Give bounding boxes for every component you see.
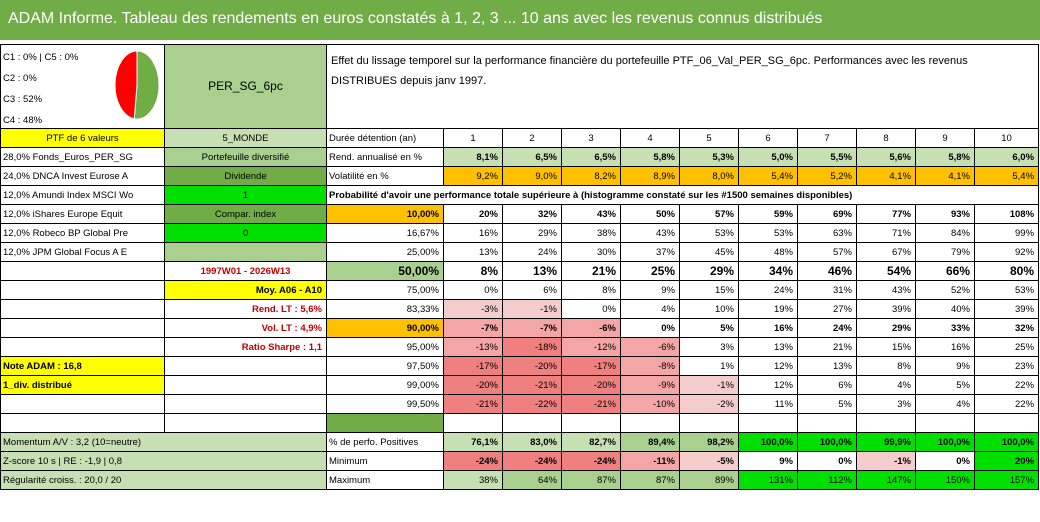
pos-value: 98,2%	[680, 433, 739, 452]
zscore-label: Z-score 10 s | RE : -1,9 | 0,8	[1, 452, 327, 471]
proba-value: 71%	[857, 224, 916, 243]
proba-value: 32%	[975, 319, 1039, 338]
table-row	[1, 148, 1039, 167]
year-header: 2	[503, 129, 562, 148]
proba-value: 12%	[739, 357, 798, 376]
empty-cell	[503, 414, 562, 433]
allocation-pie-chart	[114, 50, 160, 120]
proba-value: 29%	[503, 224, 562, 243]
proba-value: -1%	[503, 300, 562, 319]
proba-value: 29%	[680, 262, 739, 281]
proba-value: -6%	[562, 319, 621, 338]
year-header: 6	[739, 129, 798, 148]
proba-value: 3%	[857, 395, 916, 414]
min-value: -11%	[621, 452, 680, 471]
pos-value: 100,0%	[798, 433, 857, 452]
table-row	[1, 376, 1039, 395]
year-header: 7	[798, 129, 857, 148]
proba-value: 19%	[739, 300, 798, 319]
min-value: -1%	[857, 452, 916, 471]
proba-value: -21%	[562, 395, 621, 414]
table-row	[1, 129, 1039, 148]
portfolio-name: PER_SG_6pc	[165, 45, 327, 129]
proba-value: 9%	[621, 281, 680, 300]
vol-label: Volatilité en %	[327, 167, 444, 186]
table-row	[1, 262, 1039, 281]
empty-cell	[444, 414, 503, 433]
threshold-value: 99,50%	[327, 395, 444, 414]
min-value: 0%	[798, 452, 857, 471]
pos-label: % de perfo. Positives	[327, 433, 444, 452]
max-value: 157%	[975, 471, 1039, 490]
pos-value: 100,0%	[739, 433, 798, 452]
regularite-label: Régularité croiss. : 20,0 / 20	[1, 471, 327, 490]
proba-value: 27%	[798, 300, 857, 319]
proba-value: -7%	[444, 319, 503, 338]
proba-value: 63%	[798, 224, 857, 243]
sharpe-label: Ratio Sharpe : 1,1	[165, 338, 327, 357]
empty-cell	[165, 357, 327, 376]
proba-value: 1%	[680, 357, 739, 376]
holding-item: 28,0% Fonds_Euros_PER_SG	[1, 148, 165, 167]
empty-cell	[562, 414, 621, 433]
year-header: 5	[680, 129, 739, 148]
max-value: 87%	[562, 471, 621, 490]
proba-value: 16%	[739, 319, 798, 338]
proba-value: 8%	[562, 281, 621, 300]
max-value: 150%	[916, 471, 975, 490]
proba-value: 20%	[444, 205, 503, 224]
legend-line: C2 : 0%	[3, 73, 37, 84]
pie-slice-c3	[134, 51, 159, 119]
table-row	[1, 357, 1039, 376]
proba-value: 99%	[975, 224, 1039, 243]
empty-cell	[1, 414, 165, 433]
proba-value: 40%	[916, 300, 975, 319]
proba-value: -21%	[503, 376, 562, 395]
rend-value: 6,0%	[975, 148, 1039, 167]
min-value: -24%	[562, 452, 621, 471]
proba-value: -8%	[621, 357, 680, 376]
empty-cell	[916, 414, 975, 433]
proba-value: 79%	[916, 243, 975, 262]
moy-label: Moy. A06 - A10	[165, 281, 327, 300]
holding-item: 12,0% Robeco BP Global Pre	[1, 224, 165, 243]
rend-value: 5,0%	[739, 148, 798, 167]
pos-value: 89,4%	[621, 433, 680, 452]
table-row	[1, 452, 1039, 471]
max-value: 64%	[503, 471, 562, 490]
rend-value: 5,8%	[621, 148, 680, 167]
proba-value: 24%	[739, 281, 798, 300]
legend-line: C1 : 0% | C5 : 0%	[3, 52, 79, 63]
empty-cell	[327, 414, 444, 433]
rend-value: 5,8%	[916, 148, 975, 167]
proba-value: 43%	[857, 281, 916, 300]
proba-value: 15%	[680, 281, 739, 300]
year-header: 9	[916, 129, 975, 148]
proba-value: 5%	[916, 376, 975, 395]
compar-value: 1	[165, 186, 327, 205]
empty-cell	[798, 414, 857, 433]
max-value: 112%	[798, 471, 857, 490]
rend-value: 5,5%	[798, 148, 857, 167]
compar-zero: 0	[165, 224, 327, 243]
proba-value: -20%	[444, 376, 503, 395]
proba-value: -21%	[444, 395, 503, 414]
proba-value: -7%	[503, 319, 562, 338]
min-value: -5%	[680, 452, 739, 471]
empty-cell	[165, 243, 327, 262]
proba-value: 4%	[857, 376, 916, 395]
holding-item: 24,0% DNCA Invest Eurose A	[1, 167, 165, 186]
max-value: 38%	[444, 471, 503, 490]
proba-value: 29%	[857, 319, 916, 338]
min-value: 20%	[975, 452, 1039, 471]
pos-value: 99,9%	[857, 433, 916, 452]
proba-value: 43%	[621, 224, 680, 243]
proba-value: 0%	[562, 300, 621, 319]
portfolio-description: Effet du lissage temporel sur la performance financière du portefeuille PTF_06_Val_PER_SG_6pc. Performances avec les revenus DISTRIBUES depuis janv 1997.	[327, 45, 1039, 129]
max-value: 147%	[857, 471, 916, 490]
empty-cell	[1, 262, 165, 281]
vol-value: 5,4%	[975, 167, 1039, 186]
table-row	[1, 243, 1039, 262]
threshold-value: 16,67%	[327, 224, 444, 243]
table-row	[1, 186, 1039, 205]
proba-value: 22%	[975, 376, 1039, 395]
proba-value: 45%	[680, 243, 739, 262]
proba-value: 84%	[916, 224, 975, 243]
proba-value: 50%	[621, 205, 680, 224]
proba-value: -1%	[680, 376, 739, 395]
proba-value: 108%	[975, 205, 1039, 224]
proba-value: 21%	[798, 338, 857, 357]
proba-value: -9%	[621, 376, 680, 395]
proba-value: 16%	[444, 224, 503, 243]
proba-value: 67%	[857, 243, 916, 262]
vol-value: 5,4%	[739, 167, 798, 186]
proba-value: 57%	[680, 205, 739, 224]
empty-cell	[1, 300, 165, 319]
proba-value: -22%	[503, 395, 562, 414]
empty-cell	[739, 414, 798, 433]
empty-cell	[621, 414, 680, 433]
proba-value: 53%	[975, 281, 1039, 300]
empty-cell	[165, 395, 327, 414]
proba-value: 34%	[739, 262, 798, 281]
proba-value: -20%	[503, 357, 562, 376]
max-value: 131%	[739, 471, 798, 490]
proba-value: 37%	[621, 243, 680, 262]
proba-value: 30%	[562, 243, 621, 262]
vol-value: 9,2%	[444, 167, 503, 186]
table-row	[1, 414, 1039, 433]
table-row	[1, 281, 1039, 300]
pos-value: 76,1%	[444, 433, 503, 452]
table-row	[1, 319, 1039, 338]
proba-value: 16%	[916, 338, 975, 357]
min-value: 0%	[916, 452, 975, 471]
rend-lt-label: Rend. LT : 5,6%	[165, 300, 327, 319]
table-row	[1, 471, 1039, 490]
empty-cell	[165, 376, 327, 395]
proba-value: 43%	[562, 205, 621, 224]
income-type: Dividende	[165, 167, 327, 186]
pos-value: 82,7%	[562, 433, 621, 452]
empty-cell	[1, 395, 165, 414]
pie-slice-c4	[115, 51, 137, 119]
proba-value: 8%	[444, 262, 503, 281]
empty-cell	[975, 414, 1039, 433]
proba-value: 22%	[975, 395, 1039, 414]
vol-value: 9,0%	[503, 167, 562, 186]
proba-value: -20%	[562, 376, 621, 395]
pos-value: 83,0%	[503, 433, 562, 452]
proba-value: 92%	[975, 243, 1039, 262]
threshold-value: 83,33%	[327, 300, 444, 319]
proba-value: 13%	[503, 262, 562, 281]
report-title: ADAM Informe. Tableau des rendements en euros constatés à 1, 2, 3 ... 10 ans avec les revenus connus distribués	[0, 0, 1040, 40]
threshold-value: 99,00%	[327, 376, 444, 395]
proba-value: 5%	[798, 395, 857, 414]
proba-value: 24%	[798, 319, 857, 338]
year-header: 1	[444, 129, 503, 148]
proba-value: -6%	[621, 338, 680, 357]
table-row	[1, 205, 1039, 224]
proba-value: -18%	[503, 338, 562, 357]
table-row	[1, 395, 1039, 414]
proba-value: 11%	[739, 395, 798, 414]
threshold-value: 90,00%	[327, 319, 444, 338]
proba-value: 66%	[916, 262, 975, 281]
pos-value: 100,0%	[916, 433, 975, 452]
year-header: 10	[975, 129, 1039, 148]
vol-value: 4,1%	[916, 167, 975, 186]
proba-value: 8%	[857, 357, 916, 376]
empty-cell	[1, 319, 165, 338]
proba-value: 53%	[739, 224, 798, 243]
min-value: -24%	[503, 452, 562, 471]
proba-value: 25%	[975, 338, 1039, 357]
proba-value: 53%	[680, 224, 739, 243]
year-header: 8	[857, 129, 916, 148]
max-value: 87%	[621, 471, 680, 490]
proba-value: 93%	[916, 205, 975, 224]
empty-cell	[165, 414, 327, 433]
proba-value: 25%	[621, 262, 680, 281]
vol-value: 4,1%	[857, 167, 916, 186]
threshold-value: 75,00%	[327, 281, 444, 300]
proba-value: 4%	[916, 395, 975, 414]
proba-value: 69%	[798, 205, 857, 224]
proba-value: 24%	[503, 243, 562, 262]
proba-value: 77%	[857, 205, 916, 224]
year-header: 4	[621, 129, 680, 148]
proba-value: 80%	[975, 262, 1039, 281]
proba-value: 9%	[916, 357, 975, 376]
proba-value: -10%	[621, 395, 680, 414]
table-row	[1, 300, 1039, 319]
proba-value: 33%	[916, 319, 975, 338]
portfolio-type: Portefeuille diversifié	[165, 148, 327, 167]
proba-value: 23%	[975, 357, 1039, 376]
holding-item: 12,0% iShares Europe Equit	[1, 205, 165, 224]
proba-value: -17%	[444, 357, 503, 376]
proba-value: 4%	[621, 300, 680, 319]
max-value: 89%	[680, 471, 739, 490]
proba-value: 31%	[798, 281, 857, 300]
threshold-value: 97,50%	[327, 357, 444, 376]
proba-value: 38%	[562, 224, 621, 243]
vol-lt-label: Vol. LT : 4,9%	[165, 319, 327, 338]
min-label: Minimum	[327, 452, 444, 471]
proba-value: 15%	[857, 338, 916, 357]
legend-line: C4 : 48%	[3, 115, 43, 126]
vol-value: 8,0%	[680, 167, 739, 186]
proba-value: -13%	[444, 338, 503, 357]
zone-label: 5_MONDE	[165, 129, 327, 148]
proba-value: 13%	[798, 357, 857, 376]
proba-value: 13%	[739, 338, 798, 357]
proba-value: 13%	[444, 243, 503, 262]
proba-value: 54%	[857, 262, 916, 281]
rend-value: 8,1%	[444, 148, 503, 167]
threshold-value: 95,00%	[327, 338, 444, 357]
table-row	[1, 338, 1039, 357]
proba-value: 10%	[680, 300, 739, 319]
rend-value: 6,5%	[503, 148, 562, 167]
table-row	[1, 167, 1039, 186]
period-label: 1997W01 - 2026W13	[165, 262, 327, 281]
proba-value: 57%	[798, 243, 857, 262]
note-label: Note ADAM : 16,8	[1, 357, 165, 376]
proba-value: 46%	[798, 262, 857, 281]
compar-label: Compar. index	[165, 205, 327, 224]
proba-value: 0%	[621, 319, 680, 338]
min-value: 9%	[739, 452, 798, 471]
rend-value: 5,6%	[857, 148, 916, 167]
proba-value: 5%	[680, 319, 739, 338]
proba-value: 12%	[739, 376, 798, 395]
proba-value: 21%	[562, 262, 621, 281]
proba-value: 48%	[739, 243, 798, 262]
threshold-value: 50,00%	[327, 262, 444, 281]
table-row	[1, 224, 1039, 243]
vol-value: 5,2%	[798, 167, 857, 186]
proba-value: -17%	[562, 357, 621, 376]
max-label: Maximum	[327, 471, 444, 490]
ptf-label: PTF de 6 valeurs	[1, 129, 165, 148]
year-header: 3	[562, 129, 621, 148]
proba-value: -12%	[562, 338, 621, 357]
empty-cell	[1, 281, 165, 300]
class-legend	[1, 45, 165, 129]
empty-cell	[680, 414, 739, 433]
proba-value: 39%	[975, 300, 1039, 319]
empty-cell	[1, 338, 165, 357]
proba-value: -2%	[680, 395, 739, 414]
vol-value: 8,9%	[621, 167, 680, 186]
performance-table	[0, 44, 1039, 490]
min-value: -24%	[444, 452, 503, 471]
proba-value: 52%	[916, 281, 975, 300]
duration-header: Durée détention (an)	[327, 129, 444, 148]
rend-label: Rend. annualisé en %	[327, 148, 444, 167]
threshold-value: 10,00%	[327, 205, 444, 224]
holding-item: 12,0% Amundi Index MSCI Wo	[1, 186, 165, 205]
proba-value: 39%	[857, 300, 916, 319]
legend-line: C3 : 52%	[3, 94, 43, 105]
proba-value: 3%	[680, 338, 739, 357]
div-label: 1_div. distribué	[1, 376, 165, 395]
proba-value: 6%	[503, 281, 562, 300]
proba-label: Probabilité d'avoir une performance totale supérieure à (histogramme constaté sur les #1500 semaines disponibles)	[327, 186, 1039, 205]
rend-value: 5,3%	[680, 148, 739, 167]
rend-value: 6,5%	[562, 148, 621, 167]
holding-item: 12,0% JPM Global Focus A E	[1, 243, 165, 262]
momentum-label: Momentum A/V : 3,2 (10=neutre)	[1, 433, 327, 452]
proba-value: -3%	[444, 300, 503, 319]
threshold-value: 25,00%	[327, 243, 444, 262]
proba-value: 0%	[444, 281, 503, 300]
vol-value: 8,2%	[562, 167, 621, 186]
proba-value: 59%	[739, 205, 798, 224]
proba-value: 32%	[503, 205, 562, 224]
empty-cell	[857, 414, 916, 433]
proba-value: 6%	[798, 376, 857, 395]
table-row	[1, 433, 1039, 452]
pos-value: 100,0%	[975, 433, 1039, 452]
